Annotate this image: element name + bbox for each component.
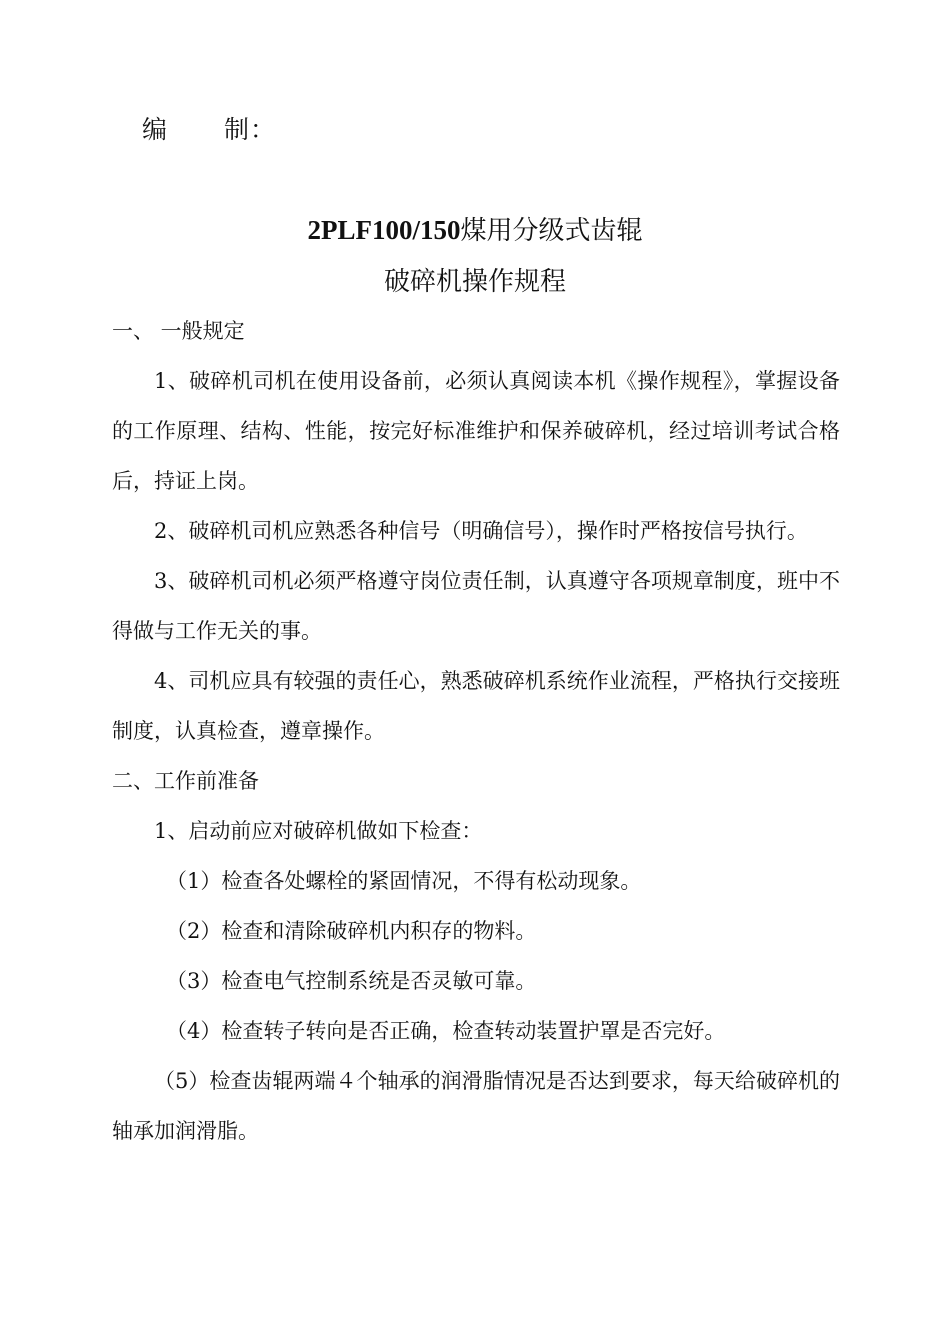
document-body xyxy=(112,306,840,1156)
document-title-line-1 xyxy=(0,210,950,247)
check-item-4: （4）检查转子转向是否正确，检查转动装置护罩是否完好。 xyxy=(166,1019,726,1043)
compiler-field xyxy=(142,110,276,146)
compiler-label-char-2: 制： xyxy=(224,115,277,144)
title-rest: 煤用分级式齿辊 xyxy=(460,216,643,246)
compiler-label-char-1: 编 xyxy=(142,115,169,144)
check-item-2: （2）检查和清除破碎机内积存的物料。 xyxy=(166,919,537,943)
general-rule-4: 4、司机应具有较强的责任心，熟悉破碎机系统作业流程，严格执行交接班制度，认真检查，遵章操作。 xyxy=(112,669,840,743)
preparation-intro: 1、启动前应对破碎机做如下检查： xyxy=(154,819,483,843)
check-item-1: （1）检查各处螺栓的紧固情况，不得有松动现象。 xyxy=(166,869,642,893)
general-rule-3: 3、破碎机司机必须严格遵守岗位责任制，认真遵守各项规章制度，班中不得做与工作无关的事。 xyxy=(112,569,840,643)
general-rule-1: 1、破碎机司机在使用设备前，必须认真阅读本机《操作规程》，掌握设备的工作原理、结构、性能，按完好标准维护和保养破碎机，经过培训考试合格后，持证上岗。 xyxy=(112,369,840,493)
general-rule-2: 2、破碎机司机应熟悉各种信号（明确信号），操作时严格按信号执行。 xyxy=(154,519,808,543)
check-item-3: （3）检查电气控制系统是否灵敏可靠。 xyxy=(166,969,537,993)
model-code: 2PLF100/150 xyxy=(307,215,461,245)
section-heading-preparation: 二、工作前准备 xyxy=(112,769,259,793)
document-title-line-2: 破碎机操作规程 xyxy=(383,267,566,297)
section-heading-general: 一、 一般规定 xyxy=(112,319,245,343)
check-item-5: （5）检查齿辊两端４个轴承的润滑脂情况是否达到要求，每天给破碎机的轴承加润滑脂。 xyxy=(112,1069,840,1143)
